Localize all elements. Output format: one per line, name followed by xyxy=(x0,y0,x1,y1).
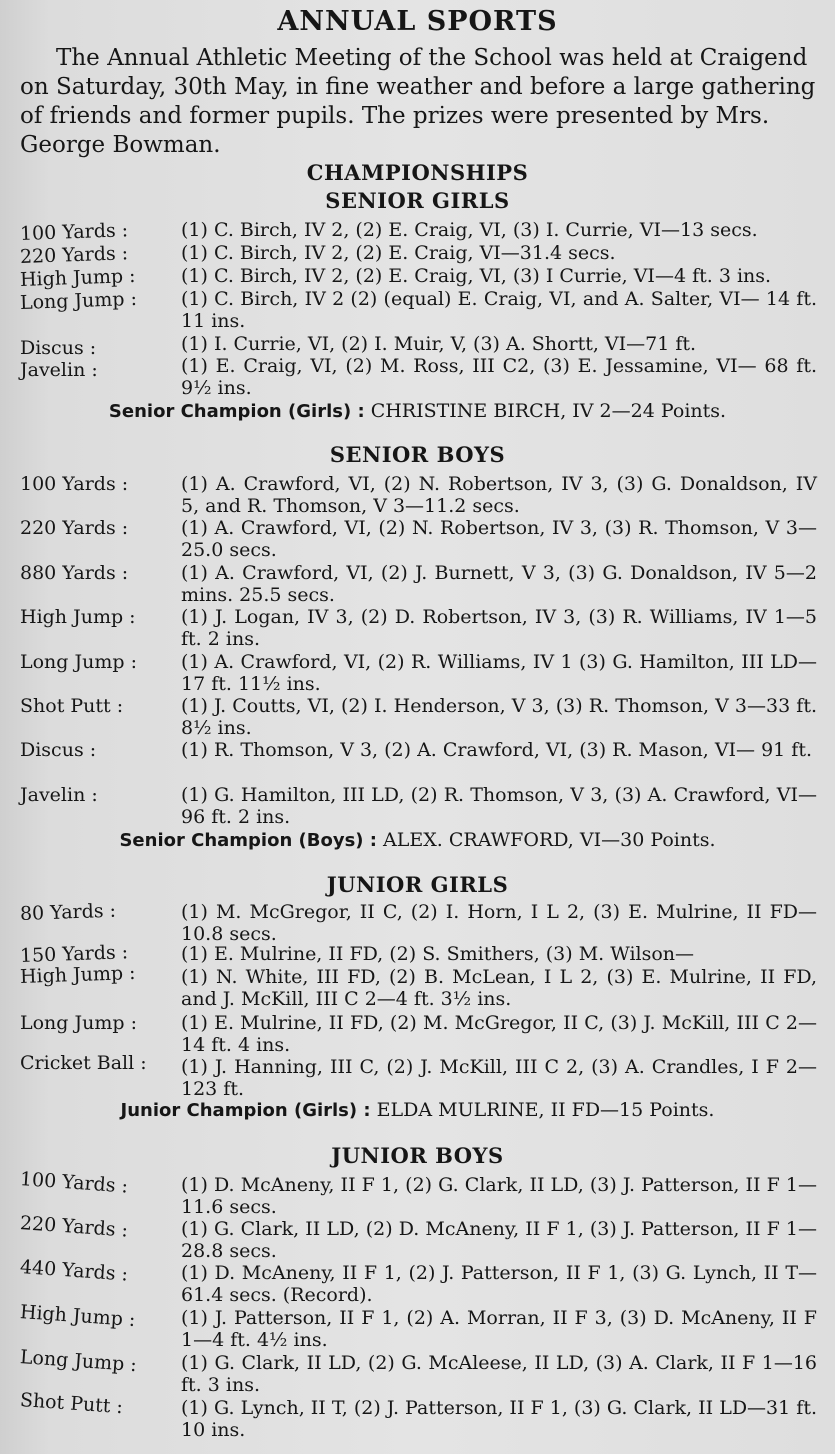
event-label: 220 Yards : xyxy=(19,242,129,268)
event-label: 220 Yards : xyxy=(19,1212,129,1242)
champion-value: ALEX. CRAWFORD, VI—30 Points. xyxy=(383,829,716,851)
event-result: (1) I. Currie, VI, (2) I. Muir, V, (3) A. Shortt, VI—71 ft. xyxy=(181,333,697,355)
event-result: (1) G. Clark, II LD, (2) G. McAleese, II LD, (3) A. Clark, II F 1—16 ft. 3 ins. xyxy=(181,1352,817,1396)
event-label: Discus : xyxy=(20,337,97,359)
event-label: 880 Yards : xyxy=(20,562,129,584)
event-result: (1) A. Crawford, VI, (2) R. Williams, IV 1 (3) G. Hamilton, III LD—17 ft. 11½ ins. xyxy=(181,651,817,695)
event-label: 440 Yards : xyxy=(19,1256,129,1286)
event-result: (1) D. McAneny, II F 1, (2) J. Patterson, II F 1, (3) G. Lynch, II T—61.4 secs. (Record). xyxy=(181,1262,817,1306)
event-result: (1) E. Mulrine, II FD, (2) S. Smithers, (3) M. Wilson— xyxy=(181,943,695,965)
event-label: Long Jump : xyxy=(19,1346,138,1377)
event-result: (1) A. Crawford, VI, (2) N. Robertson, IV 3, (3) R. Thomson, V 3—25.0 secs. xyxy=(181,517,817,561)
championships-heading: CHAMPIONSHIPS xyxy=(306,160,529,185)
event-label: Long Jump : xyxy=(19,287,138,314)
senior-boys-heading: SENIOR BOYS xyxy=(329,442,506,467)
senior-girls-heading: SENIOR GIRLS xyxy=(325,188,510,213)
event-label: Long Jump : xyxy=(20,1012,137,1034)
champion-value: ELDA MULRINE, II FD—15 Points. xyxy=(376,1099,715,1121)
junior-girls-heading: JUNIOR GIRLS xyxy=(326,872,509,897)
event-result: (1) C. Birch, IV 2, (2) E. Craig, VI, (3) I. Currie, VI—13 secs. xyxy=(181,219,758,241)
event-result: (1) G. Lynch, II T, (2) J. Patterson, II F 1, (3) G. Clark, II LD—31 ft. 10 ins. xyxy=(181,1397,817,1441)
event-label: Long Jump : xyxy=(20,651,137,673)
event-label: 100 Yards : xyxy=(19,219,129,245)
event-result: (1) D. McAneny, II F 1, (2) G. Clark, II LD, (3) J. Patterson, II F 1—11.6 secs. xyxy=(181,1174,817,1218)
event-result: (1) G. Clark, II LD, (2) D. McAneny, II F 1, (3) J. Patterson, II F 1—28.8 secs. xyxy=(181,1218,817,1262)
champion-label: Senior Champion (Girls) : xyxy=(108,401,365,422)
event-result: (1) E. Craig, VI, (2) M. Ross, III C2, (3) E. Jessamine, VI— 68 ft. 9½ ins. xyxy=(181,355,817,399)
senior-boys-champion xyxy=(0,829,835,851)
event-result: (1) G. Hamilton, III LD, (2) R. Thomson, V 3, (3) A. Crawford, VI—96 ft. 2 ins. xyxy=(181,784,817,828)
event-label: High Jump : xyxy=(19,961,136,988)
event-label: 220 Yards : xyxy=(20,517,129,539)
event-result: (1) C. Birch, IV 2, (2) E. Craig, VI—31.4 secs. xyxy=(181,242,616,264)
event-result: (1) J. Patterson, II F 1, (2) A. Morran, II F 3, (3) D. McAneny, II F 1—4 ft. 4½ ins. xyxy=(181,1307,817,1351)
event-result: (1) C. Birch, IV 2, (2) E. Craig, VI, (3) I Currie, VI—4 ft. 3 ins. xyxy=(181,265,772,287)
event-label: High Jump : xyxy=(19,264,136,291)
intro-paragraph: The Annual Athletic Meeting of the School was held at Craigend on Saturday, 30th May, in fine weather and before a large gathering of friends and former pupils. The prizes were presented by Mrs. George Bowman. xyxy=(20,45,816,158)
event-result: (1) J. Hanning, III C, (2) J. McKill, III C 2, (3) A. Crandles, I F 2—123 ft. xyxy=(181,1056,817,1100)
event-result: (1) J. Logan, IV 3, (2) D. Robertson, IV 3, (3) R. Williams, IV 1—5 ft. 2 ins. xyxy=(181,606,817,650)
event-label: Cricket Ball : xyxy=(20,1052,147,1074)
event-label: 80 Yards : xyxy=(19,899,117,925)
event-label: High Jump : xyxy=(20,606,136,628)
senior-girls-champion xyxy=(0,400,835,422)
event-label: 100 Yards : xyxy=(20,473,129,495)
champion-label: Junior Champion (Girls) : xyxy=(120,1100,371,1121)
event-result: (1) R. Thomson, V 3, (2) A. Crawford, VI, (3) R. Mason, VI— 91 ft. xyxy=(181,739,813,761)
champion-value: CHRISTINE BIRCH, IV 2—24 Points. xyxy=(370,400,727,422)
event-label: Discus : xyxy=(20,739,97,761)
event-label: 150 Yards : xyxy=(19,941,129,967)
event-label: Javelin : xyxy=(20,359,98,381)
event-label: 100 Yards : xyxy=(19,1168,129,1198)
event-label: Shot Putt : xyxy=(20,695,124,717)
page-title: ANNUAL SPORTS xyxy=(277,6,558,37)
junior-girls-champion xyxy=(0,1099,835,1121)
event-result: (1) J. Coutts, VI, (2) I. Henderson, V 3, (3) R. Thomson, V 3—33 ft. 8½ ins. xyxy=(181,695,817,739)
junior-boys-heading: JUNIOR BOYS xyxy=(331,1143,504,1168)
champion-label: Senior Champion (Boys) : xyxy=(119,830,377,851)
event-label: High Jump : xyxy=(19,1301,137,1332)
event-result: (1) M. McGregor, II C, (2) I. Horn, I L 2, (3) E. Mulrine, II FD—10.8 secs. xyxy=(181,901,817,945)
event-result: (1) E. Mulrine, II FD, (2) M. McGregor, II C, (3) J. McKill, III C 2—14 ft. 4 ins. xyxy=(181,1012,817,1056)
event-label: Javelin : xyxy=(20,784,98,806)
event-result: (1) N. White, III FD, (2) B. McLean, I L 2, (3) E. Mulrine, II FD, and J. McKill, III C 2—4 ft. 3½ ins. xyxy=(181,966,817,1010)
event-label: Shot Putt : xyxy=(19,1389,124,1419)
event-result: (1) A. Crawford, VI, (2) J. Burnett, V 3, (3) G. Donaldson, IV 5—2 mins. 25.5 secs. xyxy=(181,562,817,606)
event-result: (1) A. Crawford, VI, (2) N. Robertson, IV 3, (3) G. Donaldson, IV 5, and R. Thomson, V 3—11.2 secs. xyxy=(181,473,817,517)
event-result: (1) C. Birch, IV 2 (2) (equal) E. Craig, VI, and A. Salter, VI— 14 ft. 11 ins. xyxy=(181,288,817,332)
